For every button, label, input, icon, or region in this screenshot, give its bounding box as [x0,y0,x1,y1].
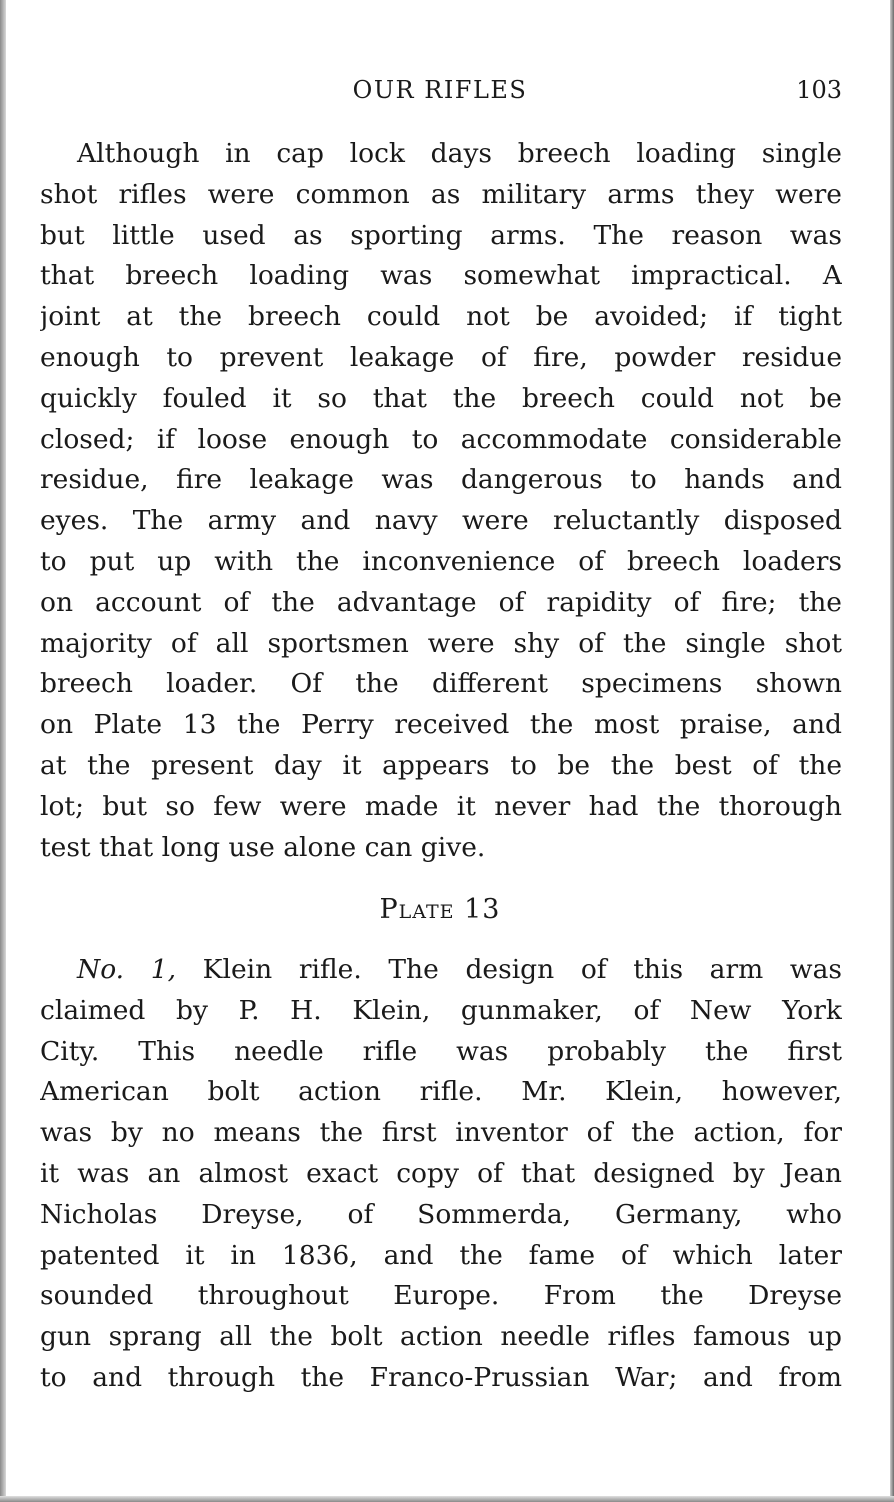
text-line: Although in cap lock days breech loading single [77,138,842,169]
text-line: lot; but so few were made it never had the thorough [40,790,842,822]
text-line: American bolt action rifle. Mr. Klein, however, [40,1076,842,1108]
text-line: test that long use alone can give. [40,831,486,863]
page-edge-right [890,0,894,1502]
page-edge-left [0,0,6,1502]
running-title: OUR RIFLES [352,76,528,104]
paragraph-1 [40,134,842,868]
text-fragment: Klein rifle. The design of this arm was [176,954,842,985]
text-line: was by no means the first inventor of the action, for [40,1117,842,1149]
text-line: to put up with the inconvenience of breech loaders [40,545,842,577]
text-line: breech loader. Of the different specimens shown [40,668,842,700]
text-line: quickly fouled it so that the breech could not be [40,382,842,414]
text-line: majority of all sportsmen were shy of the single shot [40,627,842,659]
text-line: on Plate 13 the Perry received the most praise, and [40,709,842,741]
page-edge-bottom [0,1496,894,1502]
item-number: No. 1, [77,954,177,985]
text-line: patented it in 1836, and the fame of which later [40,1239,842,1271]
text-line: to and through the Franco-Prussian War; and from [40,1361,842,1393]
text-line: enough to prevent leakage of fire, powder residue [40,341,842,373]
page-number: 103 [796,76,842,104]
text-line-first [40,950,842,991]
text-line: it was an almost exact copy of that designed by Jean [40,1157,842,1189]
text-line: closed; if loose enough to accommodate considerable [40,423,842,455]
text-line: sounded throughout Europe. From the Dreyse [40,1280,842,1312]
text-line: shot rifles were common as military arms they were [40,178,842,210]
text-line: at the present day it appears to be the best of the [40,749,842,781]
text-line: but little used as sporting arms. The reason was [40,219,842,251]
running-head [40,76,842,112]
paragraph-2 [40,950,842,1399]
text-line: on account of the advantage of rapidity of fire; the [40,586,842,618]
text-line: Nicholas Dreyse, of Sommerda, Germany, who [40,1198,842,1230]
text-line: that breech loading was somewhat impractical. A [40,260,842,292]
plate-heading: Plate 13 [379,894,501,925]
text-line: claimed by P. H. Klein, gunmaker, of New York [40,994,842,1026]
text-line: residue, fire leakage was dangerous to hands and [40,464,842,496]
text-line: joint at the breech could not be avoided; if tight [40,301,842,333]
text-line: City. This needle rifle was probably the first [40,1035,842,1067]
text-line: gun sprang all the bolt action needle rifles famous up [40,1321,842,1353]
text-line: eyes. The army and navy were reluctantly disposed [40,505,842,537]
